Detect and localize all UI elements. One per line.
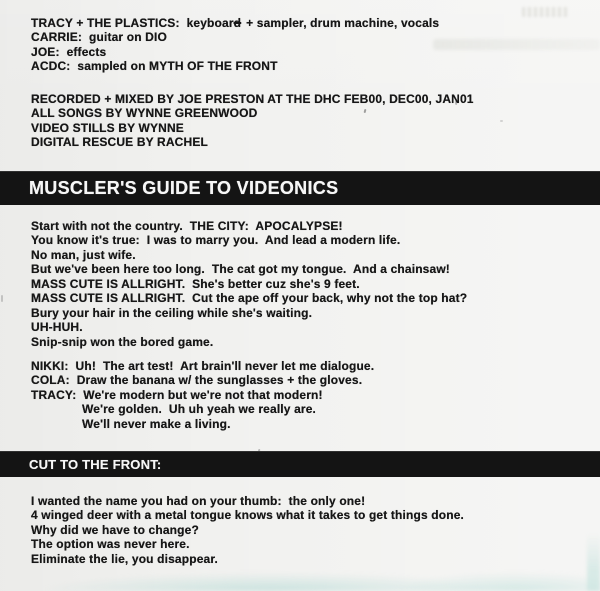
lyric-line: Bury your hair in the ceiling while she's waiting. (31, 305, 313, 320)
lyric-line: Start with not the country. THE CITY: APOCALYPSE! (31, 219, 343, 233)
front-verse-block (31, 494, 594, 566)
section-header-bar-cut-to-the-front (0, 451, 600, 477)
section-title-cut-to-the-front: CUT TO THE FRONT: (29, 456, 162, 472)
dialogue-line-nikki: NIKKI: Uh! The art test! Art brain'll never let me dialogue. (31, 359, 375, 373)
dialogue-line-tracy-continued: We're golden. Uh uh yeah we really are. (82, 402, 317, 417)
production-line-video-stills: VIDEO STILLS BY WYNNE (31, 120, 184, 135)
dialogue-line-tracy: TRACY: We're modern but we're not that modern! (31, 387, 323, 402)
lyric-line: MASS CUTE IS ALLRIGHT. She's better cuz she's 9 feet. (31, 276, 360, 291)
lyric-line: No man, just wife. (31, 247, 136, 262)
videonics-verse-block (31, 219, 594, 349)
dialogue-block (31, 359, 594, 431)
dialogue-line-tracy-continued: We'll never make a living. (82, 416, 231, 431)
struck-text: d (233, 16, 242, 30)
production-line-digital-rescue: DIGITAL RESCUE BY RACHEL (31, 135, 208, 150)
lyric-line: You know it's true: I was to marry you. And lead a modern life. (31, 233, 401, 248)
dialogue-line-cola: COLA: Draw the banana w/ the sunglasses + the gloves. (31, 373, 363, 388)
credit-line-carrie: CARRIE: guitar on DIO (31, 30, 167, 45)
lyric-line: Why did we have to change? (31, 522, 199, 537)
lyric-line: UH-HUH. (31, 320, 83, 335)
lyric-line: Snip-snip won the bored game. (31, 334, 214, 349)
section-header-bar-videonics (0, 171, 600, 205)
scan-wash-bottom (0, 569, 600, 591)
credit-line-tracy-pre: TRACY + THE PLASTICS: keyboar (31, 16, 234, 30)
band-credits-block (31, 16, 594, 74)
lyric-line: I wanted the name you had on your thumb: the only one! (31, 494, 366, 508)
credit-line-joe: JOE: effects (31, 44, 107, 59)
credit-line-tracy-post: + sampler, drum machine, vocals (246, 16, 440, 30)
production-line-recorded: RECORDED + MIXED BY JOE PRESTON AT THE DHC FEB00, DEC00, JAN01 (31, 92, 474, 106)
lyric-line: The option was never here. (31, 537, 190, 552)
lyric-line: But we've been here too long. The cat got my tongue. And a chainsaw! (31, 262, 450, 277)
section-title-videonics: MUSCLER'S GUIDE TO VIDEONICS (29, 177, 339, 198)
credit-line-tracy (31, 16, 594, 30)
lyric-line: 4 winged deer with a metal tongue knows what it takes to get things done. (31, 508, 465, 523)
credit-line-acdc: ACDC: sampled on MYTH OF THE FRONT (31, 59, 278, 74)
lyric-line: Eliminate the lie, you disappear. (31, 551, 219, 566)
production-credits-block (31, 92, 594, 150)
production-line-songs: ALL SONGS BY WYNNE GREENWOOD (31, 106, 258, 121)
lyric-line: MASS CUTE IS ALLRIGHT. Cut the ape off your back, why not the top hat? (31, 291, 468, 306)
scan-speck (1, 295, 3, 302)
